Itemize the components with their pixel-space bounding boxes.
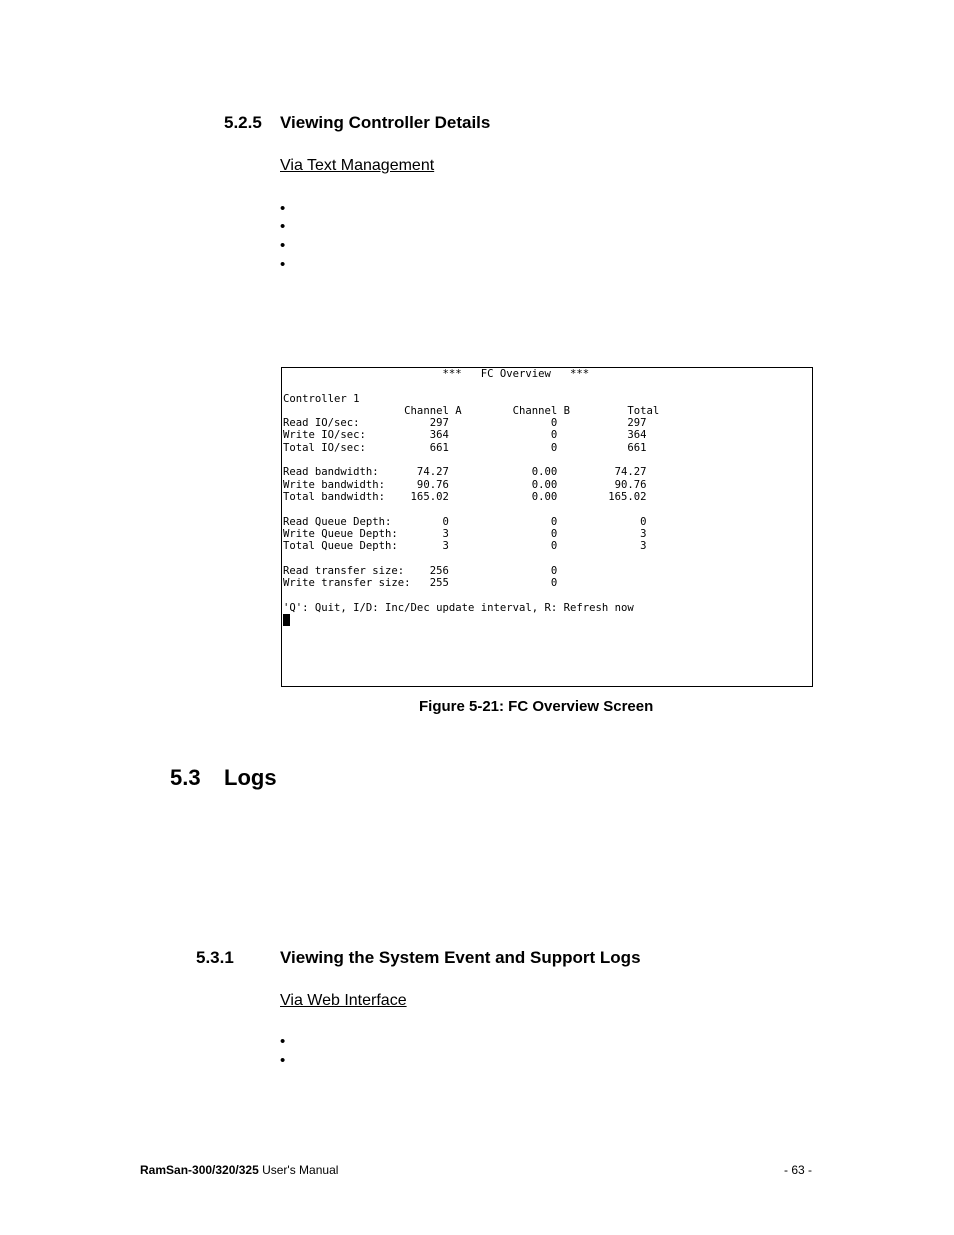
section-title-5-3-1: Viewing the System Event and Support Logs xyxy=(280,948,641,967)
footer-manual-label: User's Manual xyxy=(258,1163,339,1177)
bullet-point: • xyxy=(280,237,286,254)
subheading-web-interface: Via Web Interface xyxy=(280,992,407,1009)
fc-overview-terminal xyxy=(281,367,813,687)
footer-page-number: - 63 - xyxy=(784,1163,813,1177)
bullet-point: • xyxy=(280,1033,286,1050)
section-number-5-3: 5.3 xyxy=(170,765,201,790)
section-title-5-2-5: Viewing Controller Details xyxy=(280,113,491,132)
terminal-cursor xyxy=(283,614,290,626)
bullet-point: • xyxy=(280,218,286,235)
terminal-output: *** FC Overview *** Controller 1 Channel A Channel B Total Read IO/sec: 297 0 297 Write IO/sec: 364 0 364 Total IO/sec: 661 0 661 Read bandwidth: 74.27 0.00 74.27 Write bandwidth: 90.76 0.00 90.76 Total bandwidth: 165.02 0.00 165.02 Read Queue Depth: 0 0 0 Write Queue Depth: 3 0 3 Total Queue Depth: 3 0 3 Read transfer size: 256 0 Write transfer size: 255 0 'Q': Quit, I/D: Inc/Dec update interval, R: Refresh now xyxy=(283,368,660,614)
bullet-point: • xyxy=(280,256,286,273)
footer-product-name: RamSan-300/320/325 xyxy=(140,1163,259,1177)
section-number-5-3-1: 5.3.1 xyxy=(196,948,234,967)
subheading-text-management: Via Text Management xyxy=(280,157,435,174)
footer-product xyxy=(140,1163,338,1177)
section-title-logs: Logs xyxy=(224,765,277,790)
section-number-5-2-5: 5.2.5 xyxy=(224,113,262,132)
bullet-point: • xyxy=(280,200,286,217)
figure-caption: Figure 5-21: FC Overview Screen xyxy=(419,698,654,715)
bullet-point: • xyxy=(280,1052,286,1069)
